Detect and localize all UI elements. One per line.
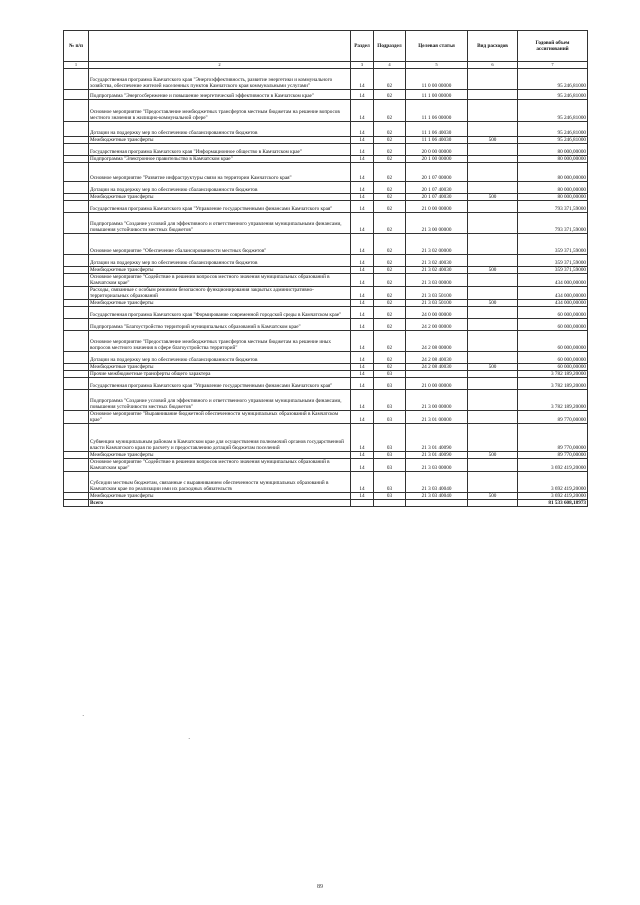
table-row bbox=[64, 390, 588, 411]
column-number: 6 bbox=[468, 62, 518, 69]
cell-article: 21 3 03 00000 bbox=[406, 459, 468, 472]
cell-name: Государственная программа Камчатского края "Управление государственными финансами Камчатского края" bbox=[89, 201, 351, 213]
cell-razdel: 14 bbox=[351, 364, 374, 371]
table-row bbox=[64, 378, 588, 390]
cell-volume: 359 371,59000 bbox=[518, 234, 588, 255]
cell-num bbox=[64, 287, 89, 300]
cell-volume: 793 371,59000 bbox=[518, 201, 588, 213]
cell-podrazdel: 02 bbox=[374, 90, 406, 100]
table-row bbox=[64, 274, 588, 287]
cell-article: 24 2 08 40030 bbox=[406, 364, 468, 371]
cell-razdel: 14 bbox=[351, 424, 374, 452]
table-row bbox=[64, 319, 588, 331]
cell-name: Прочие межбюджетные трансферты общего характера bbox=[89, 371, 351, 378]
cell-podrazdel: 02 bbox=[374, 137, 406, 144]
column-number: 1 bbox=[64, 62, 89, 69]
cell-num bbox=[64, 201, 89, 213]
cell-article: 11 1 06 00000 bbox=[406, 100, 468, 122]
cell-num bbox=[64, 122, 89, 137]
cell-podrazdel: 02 bbox=[374, 156, 406, 163]
cell-razdel: 14 bbox=[351, 352, 374, 364]
page-number: 89 bbox=[317, 884, 323, 890]
cell-volume: 793 371,59000 bbox=[518, 213, 588, 234]
table-row bbox=[64, 255, 588, 267]
cell-podrazdel: 03 bbox=[374, 452, 406, 459]
cell-article: 11 0 00 00000 bbox=[406, 69, 468, 90]
cell-razdel: 14 bbox=[351, 472, 374, 493]
cell-article: 20 1 07 40030 bbox=[406, 182, 468, 194]
cell-num bbox=[64, 307, 89, 319]
cell-volume: 434 000,00000 bbox=[518, 300, 588, 307]
table-row bbox=[64, 300, 588, 307]
cell-volume: 3 692 419,20000 bbox=[518, 493, 588, 500]
cell-num bbox=[64, 493, 89, 500]
cell-article: 24 2 08 00000 bbox=[406, 331, 468, 352]
cell-empty bbox=[64, 500, 89, 507]
cell-name: Подпрограмма "Создание условий для эффективного и ответственного управления муниципальными финансами, повышения устойчивости местных бюджетов" bbox=[89, 390, 351, 411]
cell-podrazdel: 02 bbox=[374, 364, 406, 371]
scan-mark: · bbox=[82, 712, 85, 720]
cell-name: Межбюджетные трансферты bbox=[89, 267, 351, 274]
table-row bbox=[64, 459, 588, 472]
cell-article: 20 1 07 40030 bbox=[406, 194, 468, 201]
cell-expense bbox=[468, 201, 518, 213]
table-row bbox=[64, 424, 588, 452]
table-row bbox=[64, 307, 588, 319]
cell-article: 21 3 02 40030 bbox=[406, 267, 468, 274]
cell-volume: 80 000,00000 bbox=[518, 156, 588, 163]
cell-razdel: 14 bbox=[351, 163, 374, 182]
table-row bbox=[64, 452, 588, 459]
cell-name: Государственная программа Камчатского края "Управление государственными финансами Камчатского края" bbox=[89, 378, 351, 390]
cell-num bbox=[64, 352, 89, 364]
cell-name: Субсидии местным бюджетам, связанные с выравниванием обеспеченности муниципальных образований в Камчатском крае по реализации ими их расходных обязательств bbox=[89, 472, 351, 493]
cell-article bbox=[406, 371, 468, 378]
cell-name: Государственная программа Камчатского края "Формирование современной городской среды в Камчатском крае" bbox=[89, 307, 351, 319]
cell-podrazdel: 02 bbox=[374, 274, 406, 287]
table-row bbox=[64, 90, 588, 100]
table-row bbox=[64, 137, 588, 144]
cell-volume: 60 000,00000 bbox=[518, 352, 588, 364]
cell-article: 21 3 03 40040 bbox=[406, 472, 468, 493]
cell-expense bbox=[468, 352, 518, 364]
cell-empty bbox=[468, 500, 518, 507]
cell-podrazdel: 03 bbox=[374, 459, 406, 472]
cell-razdel: 14 bbox=[351, 144, 374, 156]
cell-name: Основное мероприятие "Предоставление межбюджетных трансфертов местным бюджетам на решение вопросов местного значения в жилищно-коммунальной сфере" bbox=[89, 100, 351, 122]
cell-article: 21 0 00 00000 bbox=[406, 201, 468, 213]
table-row bbox=[64, 267, 588, 274]
cell-volume: 60 000,00000 bbox=[518, 331, 588, 352]
header-expense: Вид расходов bbox=[468, 31, 518, 62]
cell-article: 20 1 00 00000 bbox=[406, 156, 468, 163]
cell-razdel: 14 bbox=[351, 194, 374, 201]
budget-table bbox=[63, 30, 588, 507]
header-name bbox=[89, 31, 351, 62]
cell-article: 20 1 07 00000 bbox=[406, 163, 468, 182]
cell-num bbox=[64, 163, 89, 182]
cell-num bbox=[64, 234, 89, 255]
cell-podrazdel: 02 bbox=[374, 307, 406, 319]
cell-name: Дотации на поддержку мер по обеспечению сбалансированности бюджетов bbox=[89, 255, 351, 267]
table-header-row bbox=[64, 31, 588, 62]
cell-expense bbox=[468, 390, 518, 411]
cell-num bbox=[64, 452, 89, 459]
cell-expense: 500 bbox=[468, 364, 518, 371]
cell-podrazdel: 02 bbox=[374, 287, 406, 300]
total-row bbox=[64, 500, 588, 507]
cell-expense: 500 bbox=[468, 194, 518, 201]
cell-num bbox=[64, 144, 89, 156]
table-row bbox=[64, 122, 588, 137]
cell-razdel: 14 bbox=[351, 156, 374, 163]
cell-razdel: 14 bbox=[351, 371, 374, 378]
cell-expense bbox=[468, 274, 518, 287]
cell-podrazdel: 02 bbox=[374, 201, 406, 213]
cell-name: Подпрограмма "Энергосбережение и повышение энергетической эффективности в Камчатском крае" bbox=[89, 90, 351, 100]
cell-razdel: 14 bbox=[351, 331, 374, 352]
cell-article: 21 3 03 50100 bbox=[406, 287, 468, 300]
cell-razdel: 14 bbox=[351, 319, 374, 331]
cell-num bbox=[64, 267, 89, 274]
cell-empty bbox=[406, 500, 468, 507]
cell-podrazdel: 02 bbox=[374, 255, 406, 267]
cell-name: Подпрограмма "Электронное правительство в Камчатском крае" bbox=[89, 156, 351, 163]
cell-podrazdel: 02 bbox=[374, 300, 406, 307]
cell-podrazdel: 02 bbox=[374, 144, 406, 156]
cell-name: Основное мероприятие "Содействие в решении вопросов местного значения муниципальных образований в Камчатском крае" bbox=[89, 459, 351, 472]
cell-volume: 80 000,00000 bbox=[518, 182, 588, 194]
cell-name: Межбюджетные трансферты bbox=[89, 194, 351, 201]
cell-expense bbox=[468, 100, 518, 122]
table-row bbox=[64, 331, 588, 352]
cell-name: Основное мероприятие "Содействие в решении вопросов местного значения муниципальных образований в Камчатском крае" bbox=[89, 274, 351, 287]
cell-article: 21 0 00 00000 bbox=[406, 378, 468, 390]
table-row bbox=[64, 472, 588, 493]
cell-article: 21 3 00 00000 bbox=[406, 390, 468, 411]
column-number: 5 bbox=[406, 62, 468, 69]
cell-article: 20 0 00 00000 bbox=[406, 144, 468, 156]
cell-razdel: 14 bbox=[351, 234, 374, 255]
cell-num bbox=[64, 390, 89, 411]
cell-volume: 95 246,81000 bbox=[518, 100, 588, 122]
cell-volume: 89 770,00000 bbox=[518, 424, 588, 452]
cell-podrazdel: 02 bbox=[374, 163, 406, 182]
cell-name: Межбюджетные трансферты bbox=[89, 364, 351, 371]
cell-expense bbox=[468, 69, 518, 90]
cell-razdel: 14 bbox=[351, 411, 374, 424]
cell-volume: 80 000,00000 bbox=[518, 194, 588, 201]
column-number: 4 bbox=[374, 62, 406, 69]
cell-volume: 359 371,59000 bbox=[518, 255, 588, 267]
cell-volume: 95 246,81000 bbox=[518, 69, 588, 90]
cell-volume: 3 692 419,20000 bbox=[518, 459, 588, 472]
cell-article: 21 3 00 00000 bbox=[406, 213, 468, 234]
cell-name: Дотации на поддержку мер по обеспечению сбалансированности бюджетов bbox=[89, 352, 351, 364]
cell-num bbox=[64, 411, 89, 424]
cell-expense bbox=[468, 156, 518, 163]
cell-num bbox=[64, 459, 89, 472]
cell-num bbox=[64, 371, 89, 378]
cell-num bbox=[64, 331, 89, 352]
header-num: № п/п bbox=[64, 31, 89, 62]
cell-volume: 3 782 189,20000 bbox=[518, 371, 588, 378]
cell-expense bbox=[468, 378, 518, 390]
column-number: 2 bbox=[89, 62, 351, 69]
cell-volume: 95 246,81000 bbox=[518, 122, 588, 137]
cell-name: Субвенции муниципальным районам в Камчатском крае для осуществления полномочий органов государственной власти Камчатского края по расчету и предоставлению дотаций бюджетам поселений bbox=[89, 424, 351, 452]
cell-volume: 434 000,00000 bbox=[518, 274, 588, 287]
cell-volume: 3 782 189,20000 bbox=[518, 390, 588, 411]
cell-expense bbox=[468, 459, 518, 472]
cell-num bbox=[64, 364, 89, 371]
cell-article: 11 1 00 00000 bbox=[406, 90, 468, 100]
cell-expense: 500 bbox=[468, 300, 518, 307]
cell-num bbox=[64, 319, 89, 331]
cell-num bbox=[64, 300, 89, 307]
cell-article: 21 3 03 50100 bbox=[406, 300, 468, 307]
cell-razdel: 14 bbox=[351, 274, 374, 287]
table-row bbox=[64, 194, 588, 201]
cell-podrazdel: 02 bbox=[374, 69, 406, 90]
cell-volume: 80 000,00000 bbox=[518, 144, 588, 156]
cell-expense bbox=[468, 163, 518, 182]
cell-volume: 60 000,00000 bbox=[518, 307, 588, 319]
cell-razdel: 14 bbox=[351, 90, 374, 100]
cell-empty bbox=[374, 500, 406, 507]
cell-name: Дотации на поддержку мер по обеспечению сбалансированности бюджетов bbox=[89, 122, 351, 137]
cell-volume: 89 770,00000 bbox=[518, 452, 588, 459]
table-row bbox=[64, 371, 588, 378]
header-razdel: Раздел bbox=[351, 31, 374, 62]
cell-podrazdel: 02 bbox=[374, 267, 406, 274]
cell-expense bbox=[468, 213, 518, 234]
cell-article: 21 3 01 00000 bbox=[406, 411, 468, 424]
cell-num bbox=[64, 255, 89, 267]
table-row bbox=[64, 144, 588, 156]
cell-razdel: 14 bbox=[351, 137, 374, 144]
table-row bbox=[64, 213, 588, 234]
cell-volume: 3 782 189,20000 bbox=[518, 378, 588, 390]
cell-name: Межбюджетные трансферты bbox=[89, 300, 351, 307]
cell-podrazdel: 02 bbox=[374, 352, 406, 364]
cell-podrazdel: 03 bbox=[374, 371, 406, 378]
cell-expense bbox=[468, 307, 518, 319]
cell-podrazdel: 02 bbox=[374, 331, 406, 352]
cell-podrazdel: 02 bbox=[374, 213, 406, 234]
cell-name: Дотации на поддержку мер по обеспечению сбалансированности бюджетов bbox=[89, 182, 351, 194]
cell-razdel: 14 bbox=[351, 287, 374, 300]
table-body bbox=[64, 69, 588, 507]
cell-expense bbox=[468, 122, 518, 137]
cell-expense: 500 bbox=[468, 267, 518, 274]
cell-razdel: 14 bbox=[351, 459, 374, 472]
header-volume: Годовой объем ассигнований bbox=[518, 31, 588, 62]
cell-article: 24 2 08 40030 bbox=[406, 352, 468, 364]
cell-volume: 89 770,00000 bbox=[518, 411, 588, 424]
table-row bbox=[64, 201, 588, 213]
cell-volume: 95 246,81000 bbox=[518, 90, 588, 100]
cell-expense bbox=[468, 331, 518, 352]
table-row bbox=[64, 411, 588, 424]
cell-podrazdel: 02 bbox=[374, 319, 406, 331]
cell-article: 24 2 00 00000 bbox=[406, 319, 468, 331]
table-row bbox=[64, 69, 588, 90]
cell-volume: 95 246,81000 bbox=[518, 137, 588, 144]
cell-podrazdel: 03 bbox=[374, 390, 406, 411]
scan-mark: · bbox=[188, 735, 191, 743]
cell-podrazdel: 02 bbox=[374, 100, 406, 122]
cell-name: Основное мероприятие "Предоставление межбюджетных трансфертов местным бюджетам на решение иных вопросов местного значения в сфере благоустройства территорий" bbox=[89, 331, 351, 352]
table-row bbox=[64, 234, 588, 255]
cell-razdel: 14 bbox=[351, 213, 374, 234]
cell-expense bbox=[468, 144, 518, 156]
cell-article: 21 3 03 00000 bbox=[406, 274, 468, 287]
table-row bbox=[64, 493, 588, 500]
cell-num bbox=[64, 156, 89, 163]
cell-razdel: 14 bbox=[351, 69, 374, 90]
cell-razdel: 14 bbox=[351, 267, 374, 274]
cell-num bbox=[64, 182, 89, 194]
column-number-row bbox=[64, 62, 588, 69]
total-label: Всего bbox=[89, 500, 351, 507]
cell-razdel: 14 bbox=[351, 493, 374, 500]
cell-razdel: 14 bbox=[351, 182, 374, 194]
cell-volume: 3 692 419,20000 bbox=[518, 472, 588, 493]
cell-podrazdel: 02 bbox=[374, 182, 406, 194]
cell-empty bbox=[351, 500, 374, 507]
cell-expense bbox=[468, 411, 518, 424]
cell-expense: 500 bbox=[468, 493, 518, 500]
cell-volume: 60 000,00000 bbox=[518, 364, 588, 371]
cell-name: Подпрограмма "Создание условий для эффективного и ответственного управления муниципальными финансами, повышения устойчивости местных бюджетов" bbox=[89, 213, 351, 234]
cell-expense bbox=[468, 255, 518, 267]
table-row bbox=[64, 352, 588, 364]
cell-podrazdel: 02 bbox=[374, 122, 406, 137]
cell-expense bbox=[468, 371, 518, 378]
cell-razdel: 14 bbox=[351, 100, 374, 122]
cell-razdel: 14 bbox=[351, 452, 374, 459]
cell-num bbox=[64, 100, 89, 122]
cell-num bbox=[64, 194, 89, 201]
cell-razdel: 14 bbox=[351, 307, 374, 319]
cell-num bbox=[64, 90, 89, 100]
cell-article: 21 3 02 40030 bbox=[406, 255, 468, 267]
cell-expense bbox=[468, 234, 518, 255]
table-row bbox=[64, 287, 588, 300]
cell-name: Подпрограмма "Благоустройство территорий муниципальных образований в Камчатском крае" bbox=[89, 319, 351, 331]
cell-podrazdel: 03 bbox=[374, 472, 406, 493]
table-row bbox=[64, 156, 588, 163]
table-row bbox=[64, 163, 588, 182]
cell-num bbox=[64, 137, 89, 144]
cell-num bbox=[64, 69, 89, 90]
column-number: 3 bbox=[351, 62, 374, 69]
cell-name: Межбюджетные трансферты bbox=[89, 452, 351, 459]
cell-expense: 500 bbox=[468, 137, 518, 144]
cell-name: Расходы, связанные с особым режимом безопасного функционирования закрытых административно-территориальных образований bbox=[89, 287, 351, 300]
cell-razdel: 14 bbox=[351, 201, 374, 213]
cell-name: Межбюджетные трансферты bbox=[89, 137, 351, 144]
cell-article: 11 1 06 40030 bbox=[406, 137, 468, 144]
cell-podrazdel: 03 bbox=[374, 493, 406, 500]
cell-volume: 434 000,00000 bbox=[518, 287, 588, 300]
cell-name: Основное мероприятие "Выравнивание бюджетной обеспеченности муниципальных образований в Камчатском крае" bbox=[89, 411, 351, 424]
table-row bbox=[64, 182, 588, 194]
cell-volume: 359 371,59000 bbox=[518, 267, 588, 274]
cell-article: 21 3 02 00000 bbox=[406, 234, 468, 255]
cell-razdel: 14 bbox=[351, 255, 374, 267]
cell-article: 21 3 03 40040 bbox=[406, 493, 468, 500]
cell-name: Основное мероприятие "Развитие инфраструктуры связи на территории Камчатского края" bbox=[89, 163, 351, 182]
cell-article: 21 3 01 40090 bbox=[406, 424, 468, 452]
cell-article: 21 3 01 40090 bbox=[406, 452, 468, 459]
cell-expense: 500 bbox=[468, 452, 518, 459]
header-podrazdel: Подраздел bbox=[374, 31, 406, 62]
cell-expense bbox=[468, 287, 518, 300]
cell-podrazdel: 02 bbox=[374, 194, 406, 201]
cell-name: Государственная программа Камчатского края "Информационное общество в Камчатском крае" bbox=[89, 144, 351, 156]
column-number: 7 bbox=[518, 62, 588, 69]
cell-num bbox=[64, 274, 89, 287]
cell-expense bbox=[468, 472, 518, 493]
cell-name: Государственная программа Камчатского края "Энергоэффективность, развитие энергетики и коммунального хозяйства, обеспечение жителей населенных пунктов Камчатского края коммунальными услугами" bbox=[89, 69, 351, 90]
cell-razdel: 14 bbox=[351, 122, 374, 137]
cell-podrazdel: 03 bbox=[374, 411, 406, 424]
cell-expense bbox=[468, 90, 518, 100]
cell-num bbox=[64, 378, 89, 390]
cell-name: Основное мероприятие "Обеспечение сбалансированности местных бюджетов" bbox=[89, 234, 351, 255]
cell-volume: 80 000,00000 bbox=[518, 163, 588, 182]
cell-expense bbox=[468, 424, 518, 452]
cell-razdel: 14 bbox=[351, 378, 374, 390]
cell-num bbox=[64, 213, 89, 234]
cell-name: Межбюджетные трансферты bbox=[89, 493, 351, 500]
cell-podrazdel: 03 bbox=[374, 424, 406, 452]
table-row bbox=[64, 100, 588, 122]
cell-razdel: 14 bbox=[351, 390, 374, 411]
cell-podrazdel: 03 bbox=[374, 378, 406, 390]
cell-num bbox=[64, 472, 89, 493]
cell-podrazdel: 02 bbox=[374, 234, 406, 255]
cell-article: 24 0 00 00000 bbox=[406, 307, 468, 319]
cell-num bbox=[64, 424, 89, 452]
header-article: Целевая статья bbox=[406, 31, 468, 62]
total-volume: 81 533 608,18973 bbox=[518, 500, 588, 507]
cell-expense bbox=[468, 182, 518, 194]
cell-razdel: 14 bbox=[351, 300, 374, 307]
cell-volume: 60 000,00000 bbox=[518, 319, 588, 331]
table-row bbox=[64, 364, 588, 371]
cell-article: 11 1 06 40030 bbox=[406, 122, 468, 137]
cell-expense bbox=[468, 319, 518, 331]
